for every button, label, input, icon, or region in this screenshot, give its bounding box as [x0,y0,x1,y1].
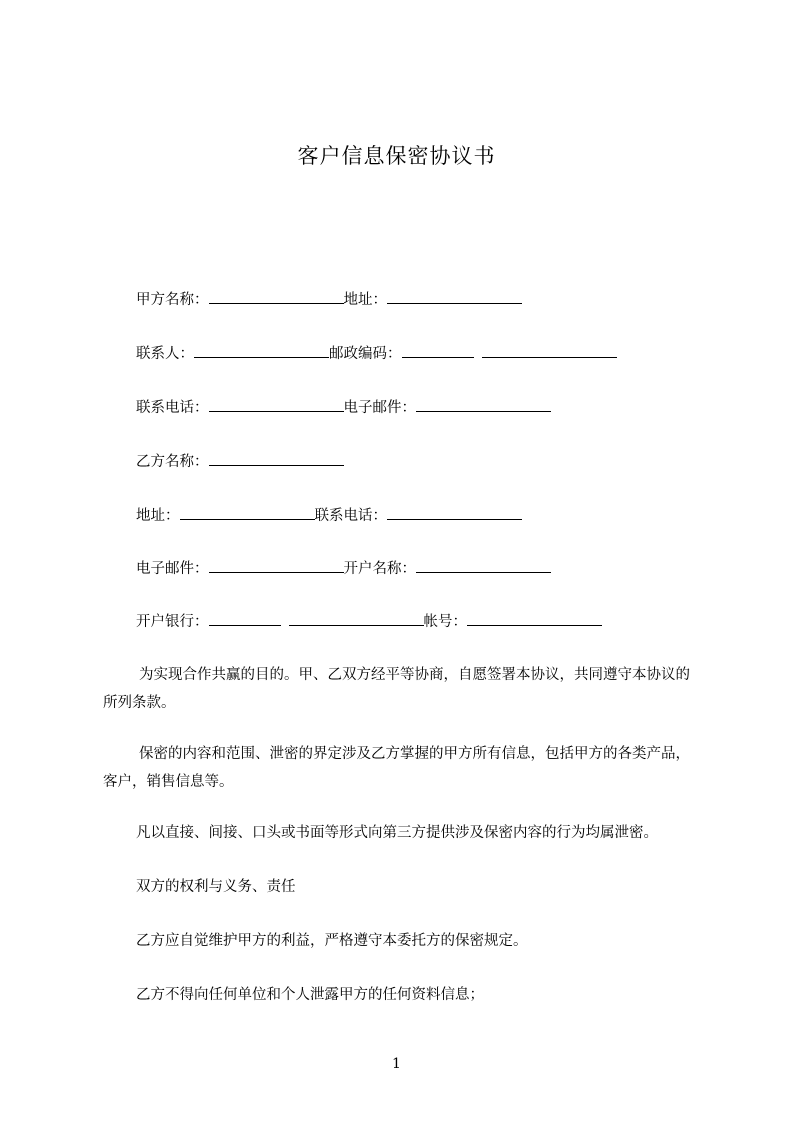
contact-person-blank [194,342,329,358]
field-row-phone-email [136,396,551,420]
email-b-label: 电子邮件： [136,561,209,577]
party-a-name-label: 甲方名称： [136,292,209,308]
account-name-blank [416,557,551,573]
email-b-blank [209,557,344,573]
contact-phone-b-label: 联系电话： [314,508,387,524]
field-row-bank [136,610,602,634]
paragraph: 乙方应自觉维护甲方的利益，严格遵守本委托方的保密规定。 [136,933,528,949]
address-blank [387,288,522,304]
email-label: 电子邮件： [343,400,416,416]
postal-code-extra-blank [482,342,617,358]
section-heading: 双方的权利与义务、责任 [136,879,296,895]
account-name-label: 开户名称： [343,561,416,577]
party-b-name-label: 乙方名称： [136,454,209,470]
party-b-name-blank [209,450,344,466]
account-number-label: 帐号： [423,614,467,630]
field-row-email-account [136,557,551,581]
bank-label: 开户银行： [136,614,209,630]
paragraph: 凡以直接、间接、口头或书面等形式向第三方提供涉及保密内容的行为均属泄密。 [136,825,658,841]
contact-person-label: 联系人： [136,346,194,362]
contact-phone-b-blank [387,504,522,520]
contact-phone-blank [209,396,344,412]
bank-blank [209,610,281,626]
field-row-contact [136,342,617,366]
party-a-name-blank [209,288,344,304]
paragraph: 乙方不得向任何单位和个人泄露甲方的任何资料信息； [136,987,484,1003]
email-blank [416,396,551,412]
postal-code-label: 邮政编码： [329,346,402,362]
field-row-address-b [136,504,522,528]
paragraph: 保密的内容和范围、泄密的界定涉及乙方掌握的甲方所有信息，包括甲方的各类产品，客户，销售信息等。 [103,746,690,790]
address-b-blank [180,504,315,520]
field-row-party-b [136,450,344,474]
field-row-party-a [136,288,522,312]
page-number: 1 [392,1056,401,1072]
document-title: 客户信息保密协议书 [297,144,496,168]
paragraph: 为实现合作共赢的目的。甲、乙双方经平等协商，自愿签署本协议，共同遵守本协议的所列条款。 [103,667,690,711]
address-label: 地址： [343,292,387,308]
account-number-blank [467,610,602,626]
bank-extra-blank [289,610,424,626]
contact-phone-label: 联系电话： [136,400,209,416]
address-b-label: 地址： [136,508,180,524]
postal-code-blank [402,342,474,358]
